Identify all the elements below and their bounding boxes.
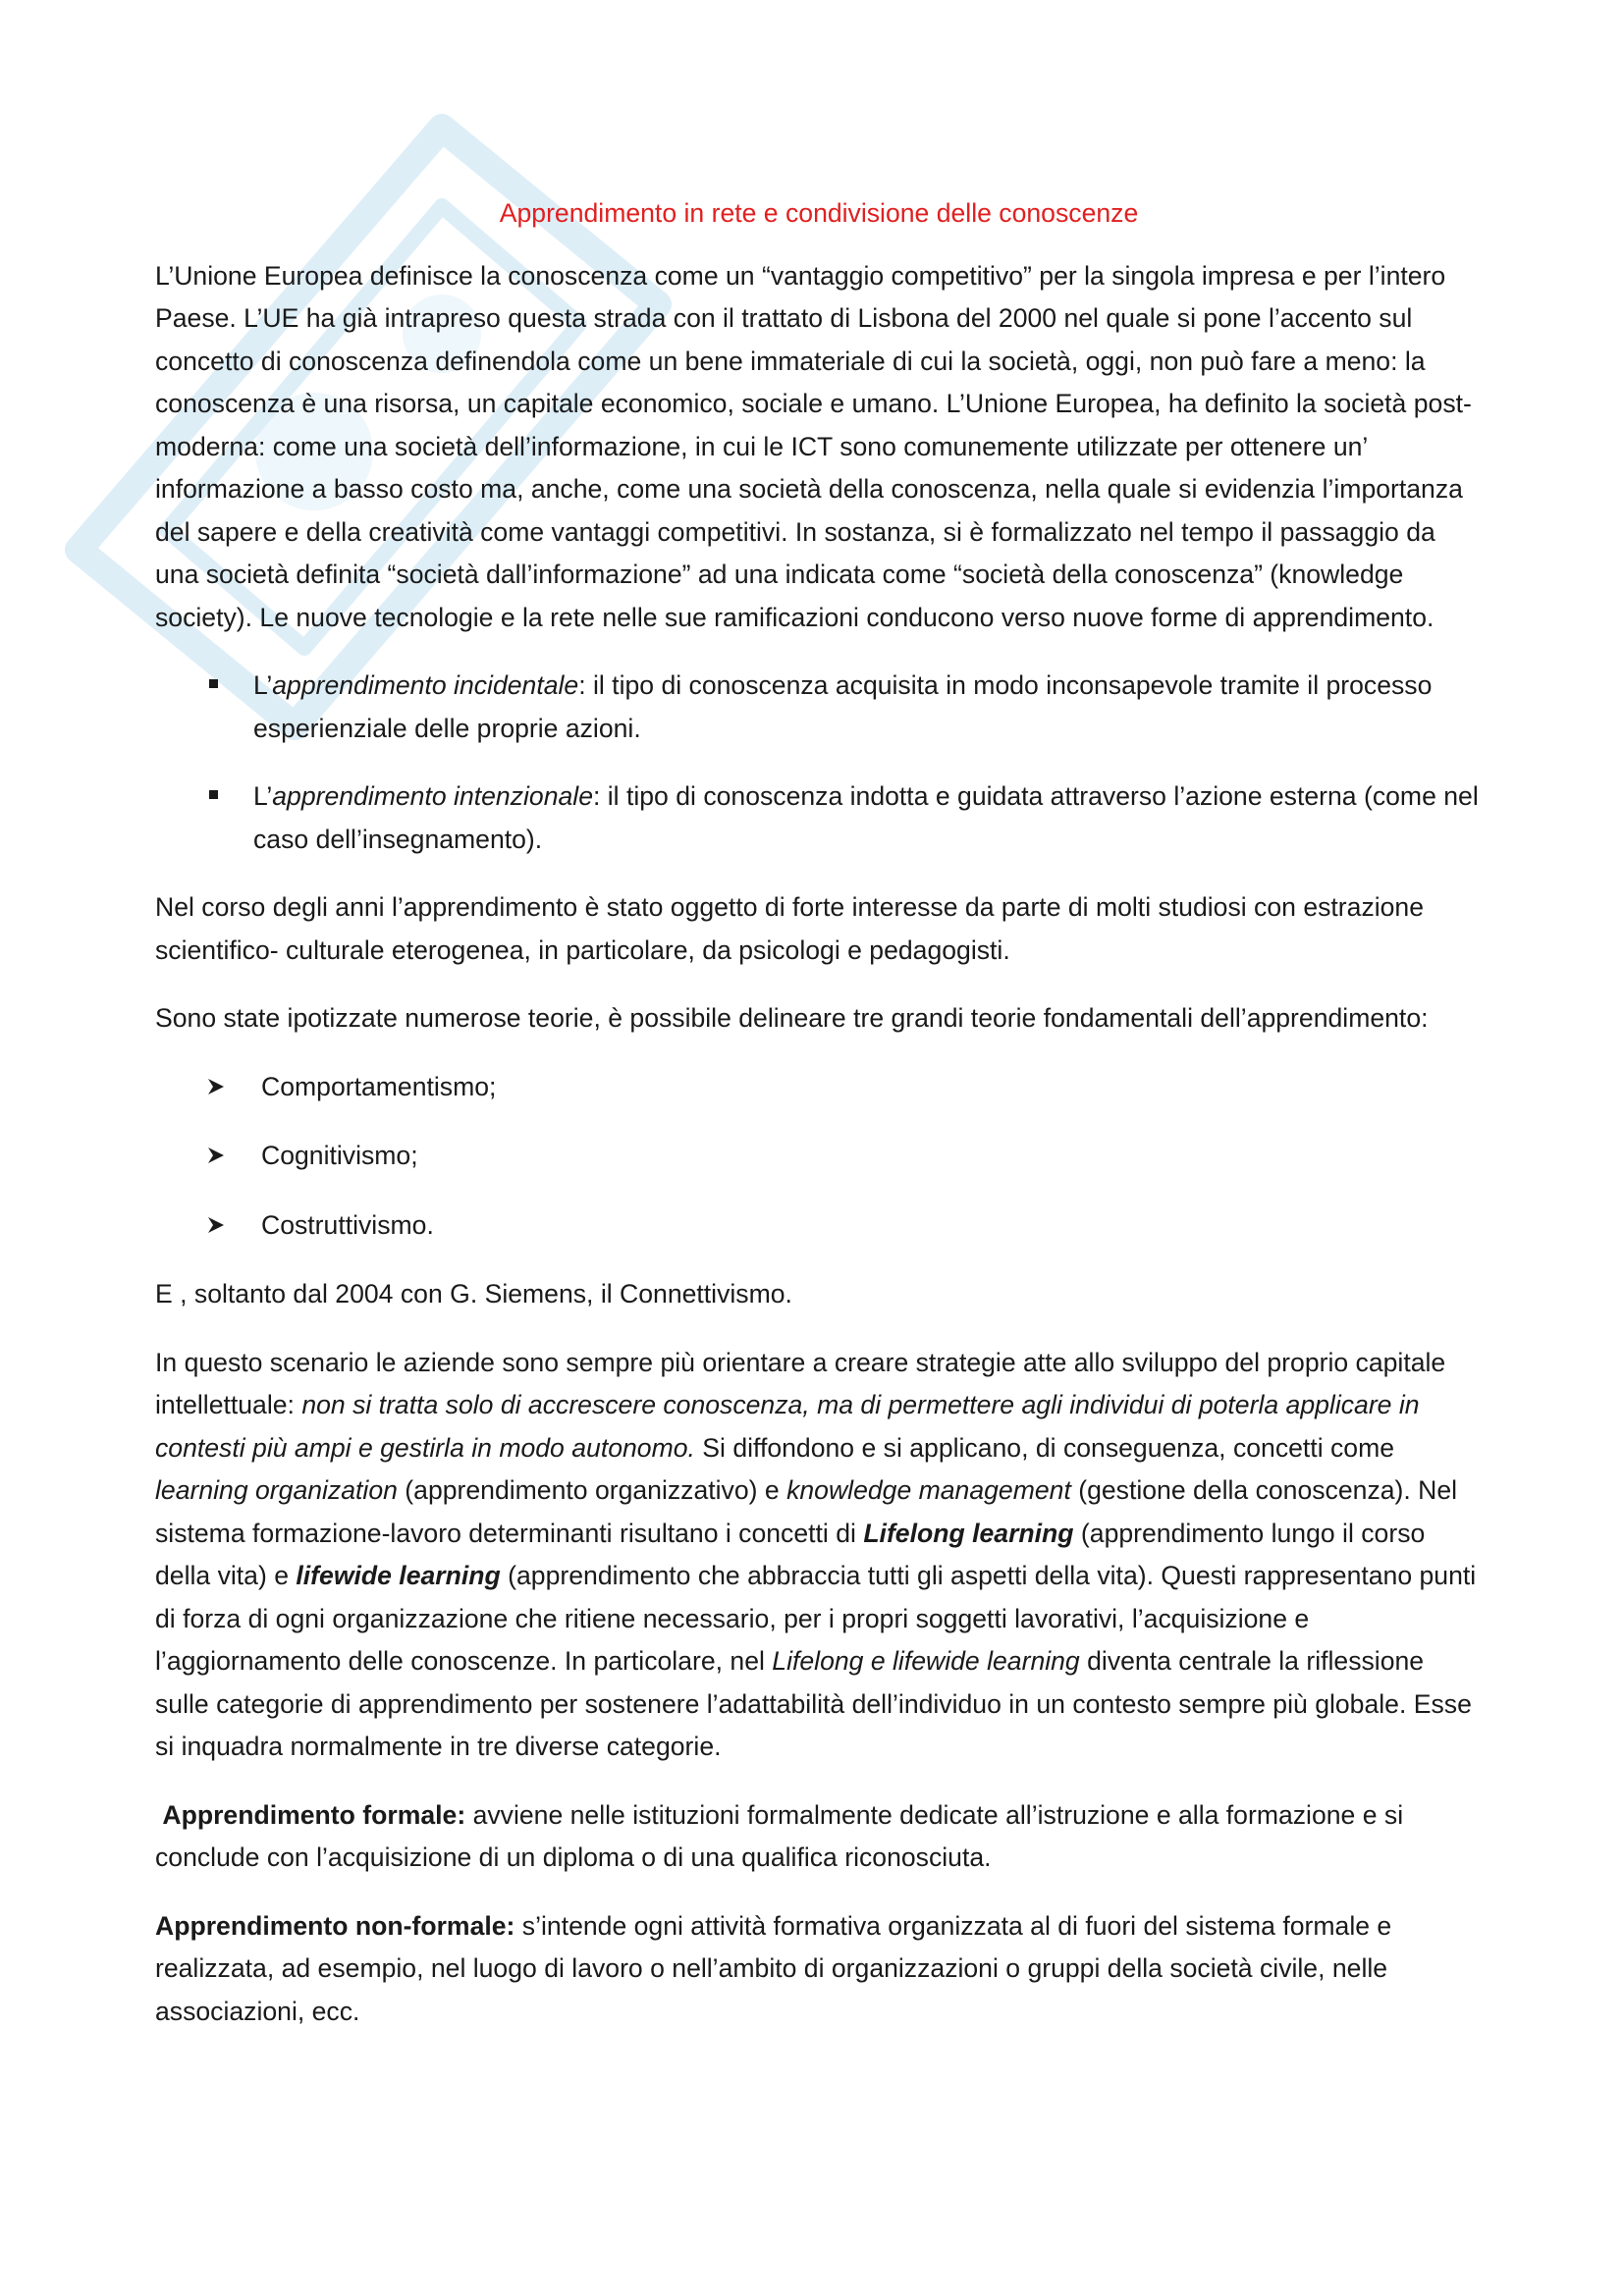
list-item: Costruttivismo. — [155, 1204, 1483, 1248]
paragraph-theories-intro: Sono state ipotizzate numerose teorie, è possibile delineare tre grandi teorie fondamentali dell’apprendimento: — [155, 1003, 1429, 1033]
paragraph-interest: Nel corso degli anni l’apprendimento è stato oggetto di forte interesse da parte di molti studiosi con estrazione scientifico- culturale eterogenea, in particolare, da psicologi e pedagogisti. — [155, 892, 1425, 965]
arrow-bullet-icon — [206, 1077, 226, 1096]
document-page — [155, 192, 1483, 2058]
square-bullet-icon — [209, 790, 218, 799]
paragraph-scenario: In questo scenario le aziende sono sempre più orientare a creare strategie atte allo sviluppo del proprio capitale intellettuale: non si tratta solo di accrescere conoscenza, ma di permettere agli individui di poterla applicare in contesti più ampi e gestirla in modo autonomo. Si diffondono e si applicano, di conseguenza, concetti come learning organization (apprendimento organizzativo) e knowledge management (gestione della conoscenza). Nel sistema formazione-lavoro determinanti risultano i concetti di Lifelong learning (apprendimento lungo il corso della vita) e lifewide learning (apprendimento che abbraccia tutti gli aspetti della vita). Questi rappresentano punti di forza di ogni organizzazione che ritiene necessario, per i propri soggetti lavorativi, l’acquisizione e l’aggiornamento delle conoscenze. In particolare, nel Lifelong e lifewide learning diventa centrale la riflessione sulle categorie di apprendimento per sostenere l’adattabilità dell’individuo in un contesto sempre più globale. Esse si inquadra normalmente in tre diverse categorie. — [155, 1347, 1477, 1761]
theories-list — [155, 1066, 1483, 1248]
list-item: Comportamentismo; — [155, 1066, 1483, 1109]
non-formal-label: Apprendimento non-formale: — [155, 1910, 515, 1941]
list-item: L’apprendimento incidentale: il tipo di conoscenza acquisita in modo inconsapevole tramite il processo esperienziale delle proprie azioni. — [155, 665, 1483, 750]
square-bullet-icon — [209, 679, 218, 688]
list-item: Cognitivismo; — [155, 1135, 1483, 1178]
formal-label: Apprendimento formale: — [162, 1799, 466, 1830]
arrow-bullet-icon — [206, 1215, 226, 1235]
list-item: L’apprendimento intenzionale: il tipo di conoscenza indotta e guidata attraverso l’azione esterna (come nel caso dell’insegnamento). — [155, 775, 1483, 861]
paragraph-formal: Apprendimento formale: avviene nelle istituzioni formalmente dedicate all’istruzione e alla formazione e si conclude con l’acquisizione di un diploma o di una qualifica riconosciuta. — [155, 1799, 1404, 1872]
document-title: Apprendimento in rete e condivisione delle conoscenze — [499, 198, 1139, 228]
term-italic: apprendimento incidentale — [272, 670, 579, 700]
term-italic: apprendimento intenzionale — [272, 781, 593, 811]
intro-paragraph: L’Unione Europea definisce la conoscenza come un “vantaggio competitivo” per la singola impresa e per l’intero Paese. L’UE ha già intrapreso questa strada con il trattato di Lisbona del 2000 nel quale si pone l’accento sul concetto di conoscenza definendola come un bene immateriale di cui la società, oggi, non può fare a meno: la conoscenza è una risorsa, un capitale economico, sociale e umano. L’Unione Europea, ha definito la società post-moderna: come una società dell’informazione, in cui le ICT sono comunemente utilizzate per ottenere un’ informazione a basso costo ma, anche, come una società della conoscenza, nella quale si evidenzia l’importanza del sapere e della creatività come vantaggi competitivi. In sostanza, si è formalizzato nel tempo il passaggio da una società definita “società dall’informazione” ad una indicata come “società della conoscenza” (knowledge society). Le nuove tecnologie e la rete nelle sue ramificazioni conducono verso nuove forme di apprendimento. — [155, 260, 1472, 632]
paragraph-non-formal: Apprendimento non-formale: s’intende ogni attività formativa organizzata al di fuori del sistema formale e realizzata, ad esempio, nel luogo di lavoro o nell’ambito di organizzazioni o gruppi della società civile, nelle associazioni, ecc. — [155, 1910, 1392, 2026]
paragraph-connectivism: E , soltanto dal 2004 con G. Siemens, il Connettivismo. — [155, 1279, 792, 1308]
learning-types-list — [155, 665, 1483, 861]
arrow-bullet-icon — [206, 1146, 226, 1165]
